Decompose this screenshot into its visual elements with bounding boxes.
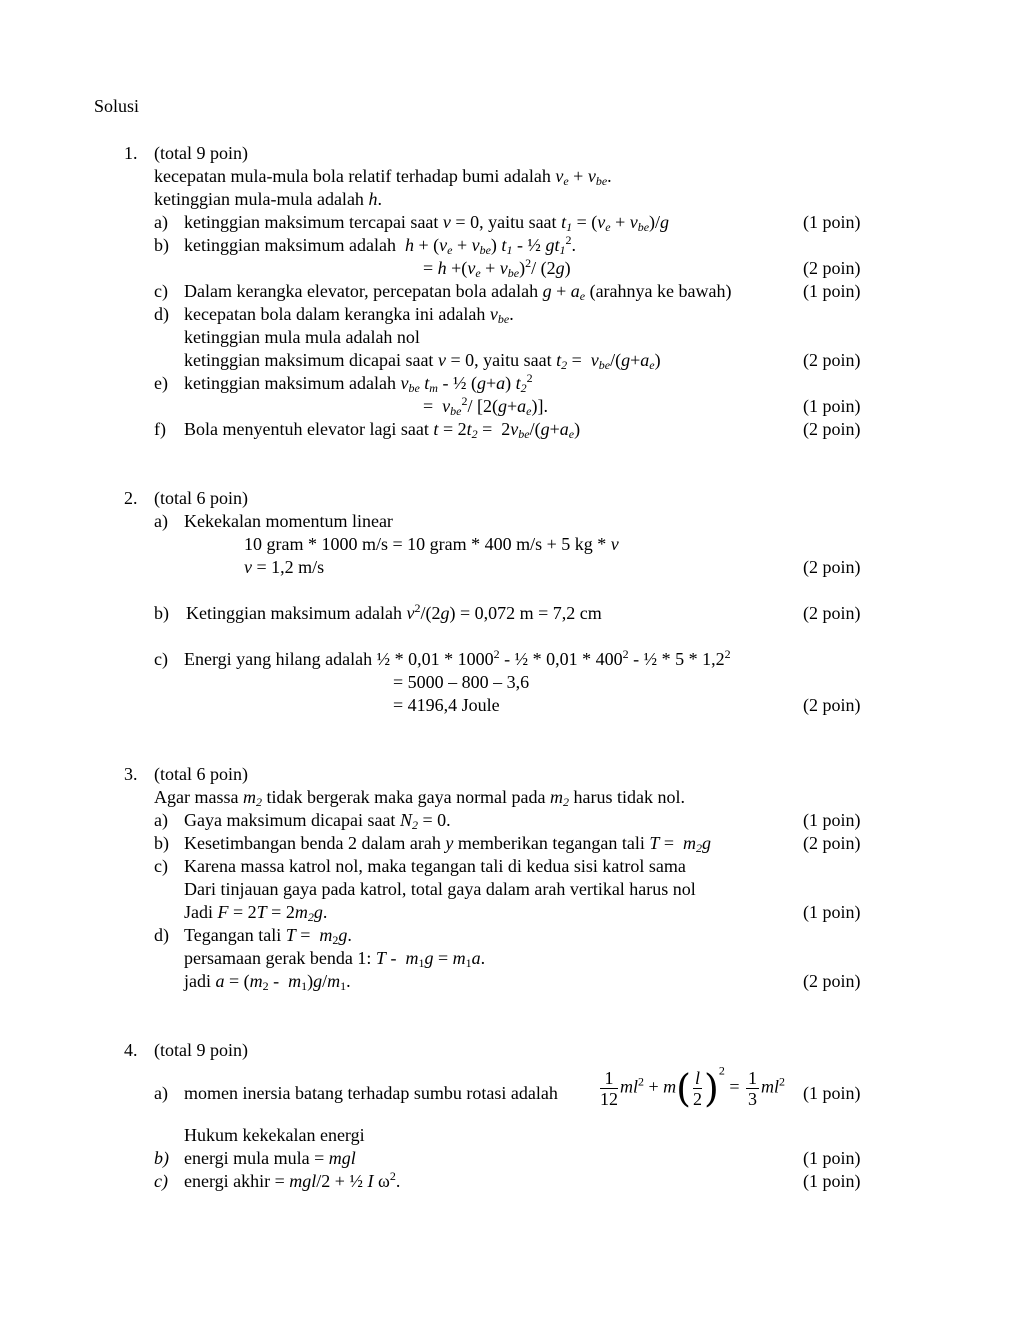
q3-d-text-1: Tegangan tali $T = m_2g$. — [184, 925, 352, 947]
q1-b-result: = $h +(v_e + v_{be})^2/$ (2g) — [423, 256, 571, 280]
q1-a-text: ketinggian maksimum tercapai saat v = 0, yaitu saat $t_1 = (v_e + v_{be})/g$ — [184, 212, 670, 234]
q1-d-text-2: ketinggian mula mula adalah nol — [184, 327, 420, 347]
q4-b-label: b) — [154, 1148, 169, 1168]
q2-c-points: (2 poin) — [803, 695, 861, 715]
q3-number: 3. — [124, 764, 138, 784]
q2-number: 2. — [124, 488, 138, 508]
q1-a-points: (1 poin) — [803, 212, 861, 232]
q2-a-result: v = 1,2 m/s — [244, 557, 325, 577]
q1-c-text: Dalam kerangka elevator, percepatan bola adalah $g + a_e$ (arahnya ke bawah) — [184, 281, 732, 303]
q1-e-result: = $v_{be}^2/$ $[2(g+a_e)]$. — [423, 394, 548, 418]
q1-a-label: a) — [154, 212, 168, 232]
q4-c-text: energi akhir = mgl/2 + ½ I $\omega^2$. — [184, 1169, 401, 1191]
q3-c-text-2: Dari tinjauan gaya pada katrol, total gaya dalam arah vertikal harus nol — [184, 879, 696, 899]
q3-c-points: (1 poin) — [803, 902, 861, 922]
q3-b-text: Kesetimbangan benda 2 dalam arah y memberikan tegangan tali $T = m_2g$ — [184, 833, 712, 855]
q3-a-points: (1 poin) — [803, 810, 861, 830]
q1-c-points: (1 poin) — [803, 281, 861, 301]
q2-c-label: c) — [154, 649, 168, 669]
q2-a-text: Kekekalan momentum linear — [184, 511, 393, 531]
q1-f-points: (2 poin) — [803, 419, 861, 439]
q2-a-equation: 10 gram * 1000 m/s = 10 gram * 400 m/s + 5 kg * v — [244, 534, 619, 554]
fraction-one-twelfth: $\frac{1}{12}$ — [600, 1068, 618, 1109]
q1-f-text: Bola menyentuh elevator lagi saat $t = 2t_2 = 2v_{be}/(g+a_e)$ — [184, 419, 581, 441]
fraction-one-third: $\frac{1}{3}$ — [747, 1068, 757, 1109]
q4-b-text: energi mula mula = mgl — [184, 1148, 356, 1168]
q4-b-points: (1 poin) — [803, 1148, 861, 1168]
q1-intro-1: kecepatan mula-mula bola relatif terhadap bumi adalah $v_e + v_{be}$. — [154, 166, 612, 188]
q4-a-text: momen inersia batang terhadap sumbu rotasi adalah — [184, 1083, 558, 1103]
q3-c-text-3: Jadi $F = 2T = 2m_2g$. — [184, 902, 328, 924]
q2-b-label: b) — [154, 603, 169, 623]
q3-d-label: d) — [154, 925, 169, 945]
q1-intro-2: ketinggian mula-mula adalah h. — [154, 189, 382, 209]
q2-b-points: (2 poin) — [803, 603, 861, 623]
q3-a-label: a) — [154, 810, 168, 830]
q4-a-formula: $\frac{1}{12}$ $ml^2 + m$( $\frac{l}{2}$ )$^2$ = $\frac{1}{3}$ $ml^2$ — [600, 1063, 785, 1111]
q4-law: Hukum kekekalan energi — [184, 1125, 365, 1145]
q1-e-points: (1 poin) — [803, 396, 861, 416]
q3-a-text: Gaya maksimum dicapai saat $N_2 = 0$. — [184, 810, 451, 832]
q2-c-text: Energi yang hilang adalah ½ * 0,01 * 1000$^2$ - ½ * $0,01 * 400^2$ - ½ * $5 * 1,2^2$ — [184, 647, 731, 669]
q4-a-points: (1 poin) — [803, 1083, 861, 1103]
q1-d-points: (2 poin) — [803, 350, 861, 370]
q2-total: (total 6 poin) — [154, 488, 248, 508]
q1-e-label: e) — [154, 373, 168, 393]
q2-c-line-2: = 5000 – 800 – 3,6 — [393, 672, 530, 692]
q1-total: (total 9 poin) — [154, 143, 248, 163]
q1-b-text: ketinggian maksimum adalah $h + (v_e + v_{be})$ $t_1$ - ½ $gt_1^2$. — [184, 233, 576, 257]
q3-b-points: (2 poin) — [803, 833, 861, 853]
q2-b-text: Ketinggian maksimum adalah $v^2/(2g) = 0,072$ m = 7,2 cm — [186, 601, 602, 623]
q1-f-label: f) — [154, 419, 166, 439]
q4-total: (total 9 poin) — [154, 1040, 248, 1060]
q2-a-points: (2 poin) — [803, 557, 861, 577]
q3-d-text-3: jadi $a = (m_2 - m_1)g/m_1$. — [184, 971, 351, 993]
q1-d-label: d) — [154, 304, 169, 324]
q1-b-points: (2 poin) — [803, 258, 861, 278]
q3-c-text-1: Karena massa katrol nol, maka tegangan tali di kedua sisi katrol sama — [184, 856, 686, 876]
q2-a-label: a) — [154, 511, 168, 531]
q4-c-label: c) — [154, 1171, 168, 1191]
q1-d-text-3: ketinggian maksimum dicapai saat v = 0, yaitu saat $t_2 = v_{be}/(g+a_e)$ — [184, 350, 661, 372]
q1-c-label: c) — [154, 281, 168, 301]
q4-c-points: (1 poin) — [803, 1171, 861, 1191]
q3-d-points: (2 poin) — [803, 971, 861, 991]
q1-e-text: ketinggian maksimum adalah $v_{be}$ $t_m$ - ½ (g+a) $t_2^2$ — [184, 371, 533, 395]
q3-c-label: c) — [154, 856, 168, 876]
q3-intro: Agar massa $m_2$ tidak bergerak maka gaya normal pada $m_2$ harus tidak nol. — [154, 787, 686, 809]
q1-number: 1. — [124, 143, 138, 163]
q1-b-label: b) — [154, 235, 169, 255]
q1-d-text-1: kecepatan bola dalam kerangka ini adalah $v_{be}$. — [184, 304, 514, 326]
q3-d-text-2: persamaan gerak benda 1: $T - m_1g = m_1a$. — [184, 948, 486, 970]
page-title: Solusi — [94, 96, 140, 116]
q3-total: (total 6 poin) — [154, 764, 248, 784]
q2-c-line-3: = 4196,4 Joule — [393, 695, 500, 715]
q4-a-label: a) — [154, 1083, 168, 1103]
q4-number: 4. — [124, 1040, 138, 1060]
fraction-l-half: $\frac{l}{2}$ — [692, 1068, 702, 1109]
q3-b-label: b) — [154, 833, 169, 853]
